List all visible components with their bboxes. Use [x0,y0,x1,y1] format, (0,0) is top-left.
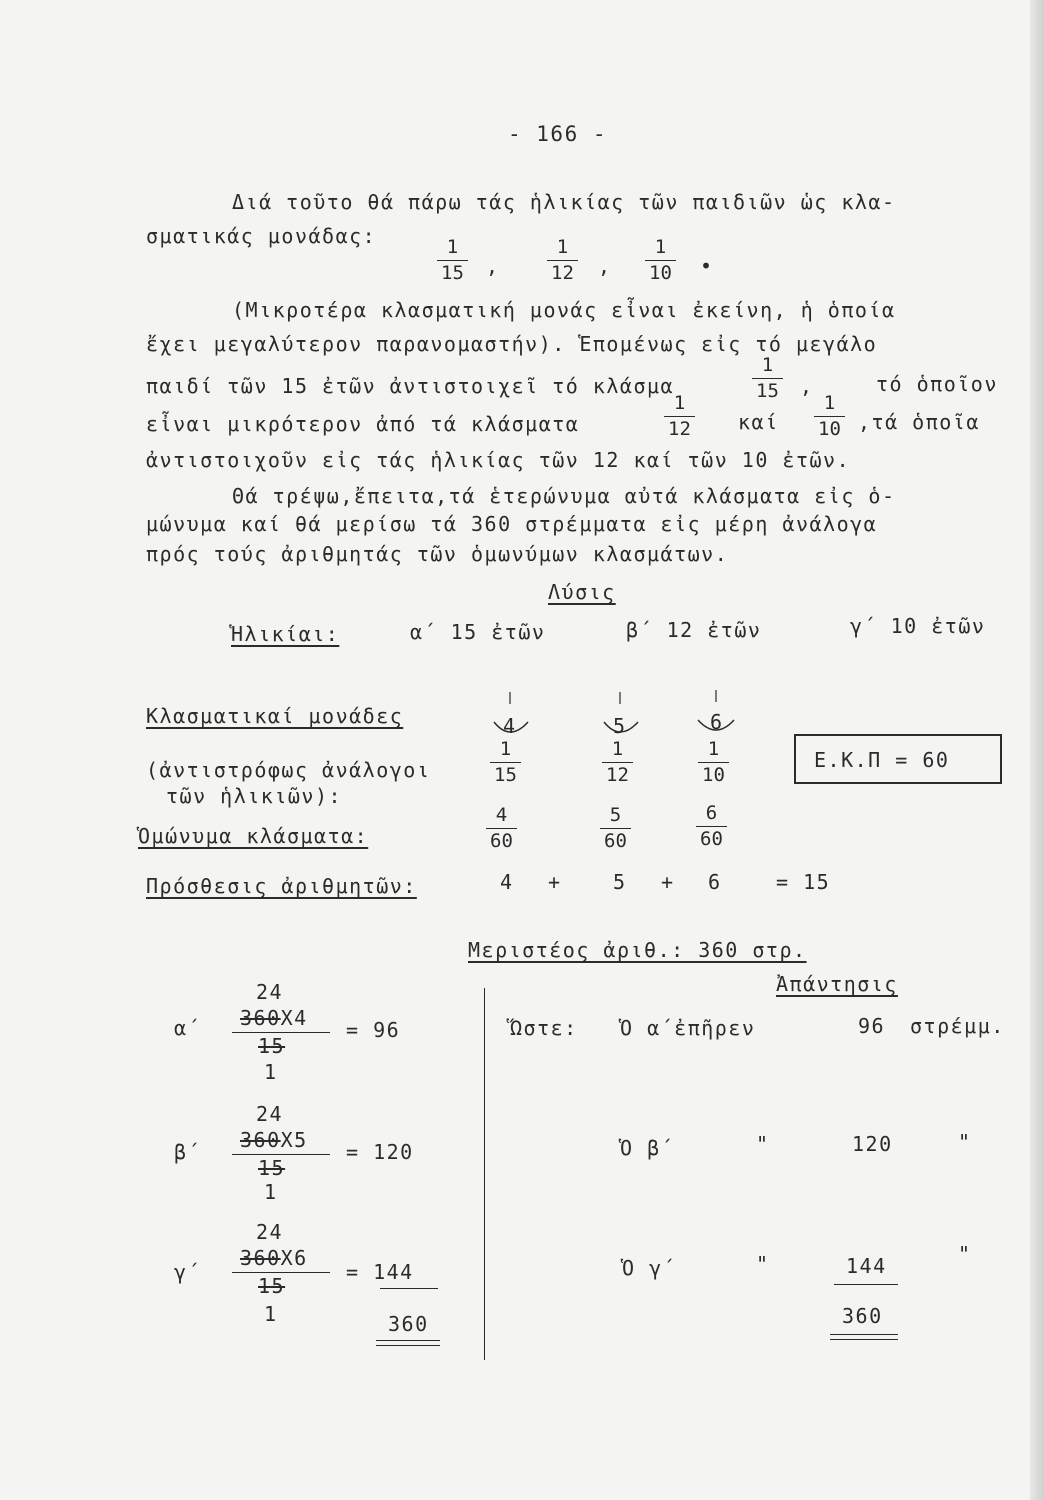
multiplier-beta: 5 [613,714,627,738]
lcm-value: Ε.Κ.Π = 60 [814,748,950,772]
calc-alpha-top: 24 [256,980,284,1004]
calc-gamma-bar [232,1272,330,1273]
age-beta: β΄ 12 ἐτῶν [626,618,762,642]
calc-beta-mult-op: X5 [280,1128,308,1152]
para2-line-2: ἔχει μεγαλύτερον παρανομαστήν). Ἑπομένως εἰς τό μεγάλο [146,332,878,356]
answer-beta-value: 120 [852,1132,893,1156]
ages-label: Ἡλικίαι: [231,622,340,646]
calc-gamma-label: γ΄ [174,1260,202,1284]
column-divider [484,988,485,1360]
sum-part-1: 4 [500,870,514,894]
calc-alpha-label: α΄ [174,1016,202,1040]
calc-total: 360 [388,1312,429,1336]
multiplier-alpha: 4 [503,714,517,738]
para2-line-3b: τό ὁποῖον [876,372,998,396]
sum-part-3: 5 [613,870,627,894]
answer-beta-who: Ὁ β΄ [620,1136,675,1160]
age-gamma: γ΄ 10 ἐτῶν [850,614,986,638]
answer-gamma-who: Ὁ γ΄ [622,1256,677,1280]
para2-line-5: ἀντιστοιχοῦν εἰς τάς ἡλικίας τῶν 12 καί τῶν 10 ἐτῶν. [146,448,851,472]
calc-alpha-result: = 96 [346,1018,401,1042]
intro-line-1: Διά τοῦτο θά πάρω τάς ἡλικίας τῶν παιδιῶν ὡς κλα- [232,190,896,214]
unit-fraction-alpha: $\frac{1}{15}$ [490,740,521,785]
answer-gamma-ditto2: " [958,1242,972,1266]
answer-alpha-unit: στρέμμ. [910,1014,1005,1038]
answer-title: Ἀπάντησις [776,972,898,996]
intro-fraction-1: $\frac{1}{15}$ [437,238,468,283]
answer-beta-ditto: " [756,1132,770,1156]
calc-beta-mult-num: 360 [240,1128,281,1152]
sum-label: Πρόσθεσις ἀριθμητῶν: [146,874,417,898]
intro-line-2: σματικάς μονάδας: [146,224,377,248]
para2-fraction-1-15: $\frac{1}{15}$ [752,356,783,401]
calc-alpha-mult-op: X4 [280,1006,308,1030]
unit-fraction-gamma: $\frac{1}{10}$ [698,740,729,785]
calc-alpha-bar [232,1032,330,1033]
calc-gamma-mult-num: 360 [240,1246,281,1270]
para3-line-3: πρός τούς ἀριθμητάς τῶν ὁμωνύμων κλασμάτων. [146,542,729,566]
calc-gamma-top: 24 [256,1220,284,1244]
unit-fraction-beta: $\frac{1}{12}$ [602,740,633,785]
para3-line-2: μώνυμα καί θά μερίσω τά 360 στρέμματα εἰς μέρη ἀνάλογα [146,512,878,536]
sum-part-6: = 15 [776,870,831,894]
para3-line-1: Θά τρέψω,ἔπειτα,τά ἑτερώνυμα αὐτά κλάσματα εἰς ὁ- [232,484,896,508]
answer-total: 360 [842,1304,883,1328]
sum-part-2: + [548,870,562,894]
para2-fraction-1-12: $\frac{1}{12}$ [664,394,695,439]
dividend: Μεριστέος ἀριθ.: 360 στρ. [468,938,807,962]
answer-prefix: Ὥστε: [510,1016,578,1040]
intro-fraction-sep-2: , [598,254,612,278]
intro-fraction-sep-1: , [486,254,500,278]
para2-line-4b: καί [738,410,779,434]
calc-sum-underline [380,1288,438,1289]
para2-line-3a: παιδί τῶν 15 ἐτῶν ἀντιστοιχεῖ τό κλάσμα [146,374,675,398]
answer-sum-underline [834,1284,898,1285]
intro-fraction-3: $\frac{1}{10}$ [645,238,676,283]
calc-gamma-mult-op: X6 [280,1246,308,1270]
calc-total-underline-2 [376,1345,440,1346]
calc-alpha-mult-num: 360 [240,1006,281,1030]
units-label: Κλασματικαί μονάδες [146,704,404,728]
calc-beta-bottom: 1 [264,1180,278,1204]
age-alpha: α΄ 15 ἐτῶν [410,620,546,644]
answer-alpha-who: Ὁ α΄ἐπῆρεν [620,1016,756,1040]
answer-total-underline-2 [830,1339,898,1340]
homonym-gamma: $\frac{6}{60}$ [696,804,727,849]
homonym-alpha: $\frac{4}{60}$ [486,806,517,851]
answer-gamma-ditto: " [756,1252,770,1276]
homonyms-label: Ὁμώνυμα κλάσματα: [138,824,369,848]
calc-beta-label: β΄ [174,1140,202,1164]
para2-line-4a: εἶναι μικρότερον ἀπό τά κλάσματα [146,412,580,436]
units-note-1: (ἀντιστρόφως ἀνάλογοι [146,758,431,782]
multiplier-gamma: 6 [710,710,724,734]
calc-beta-bar [232,1154,330,1155]
sum-part-4: + [661,870,675,894]
answer-alpha-value: 96 [858,1014,886,1038]
calc-gamma-bottom: 1 [264,1302,278,1326]
homonym-beta: $\frac{5}{60}$ [600,806,631,851]
page-edge [1030,0,1044,1500]
calc-alpha-den: 15 [258,1034,286,1058]
calc-beta-top: 24 [256,1102,284,1126]
intro-fraction-sep-3: • [700,254,714,278]
calc-beta-result: = 120 [346,1140,414,1164]
calc-gamma-result: = 144 [346,1260,414,1284]
calc-beta-den: 15 [258,1156,286,1180]
calc-gamma-den: 15 [258,1274,286,1298]
para2-fraction-sep: , [800,374,814,398]
para2-line-4c: ,τά ὁποῖα [858,410,980,434]
units-note-2: τῶν ἡλικιῶν): [166,784,343,808]
calc-alpha-bottom: 1 [264,1060,278,1084]
solution-title: Λύσις [548,580,616,604]
answer-gamma-value: 144 [846,1254,887,1278]
answer-total-underline-1 [830,1334,898,1335]
para2-fraction-1-10: $\frac{1}{10}$ [814,394,845,439]
page-number: - 166 - [508,122,608,146]
sum-part-5: 6 [708,870,722,894]
answer-beta-ditto2: " [958,1130,972,1154]
calc-total-underline-1 [376,1340,440,1341]
intro-fraction-2: $\frac{1}{12}$ [547,238,578,283]
para2-line-1: (Μικροτέρα κλασματική μονάς εἶναι ἐκείνη, ἡ ὁποία [232,298,896,322]
